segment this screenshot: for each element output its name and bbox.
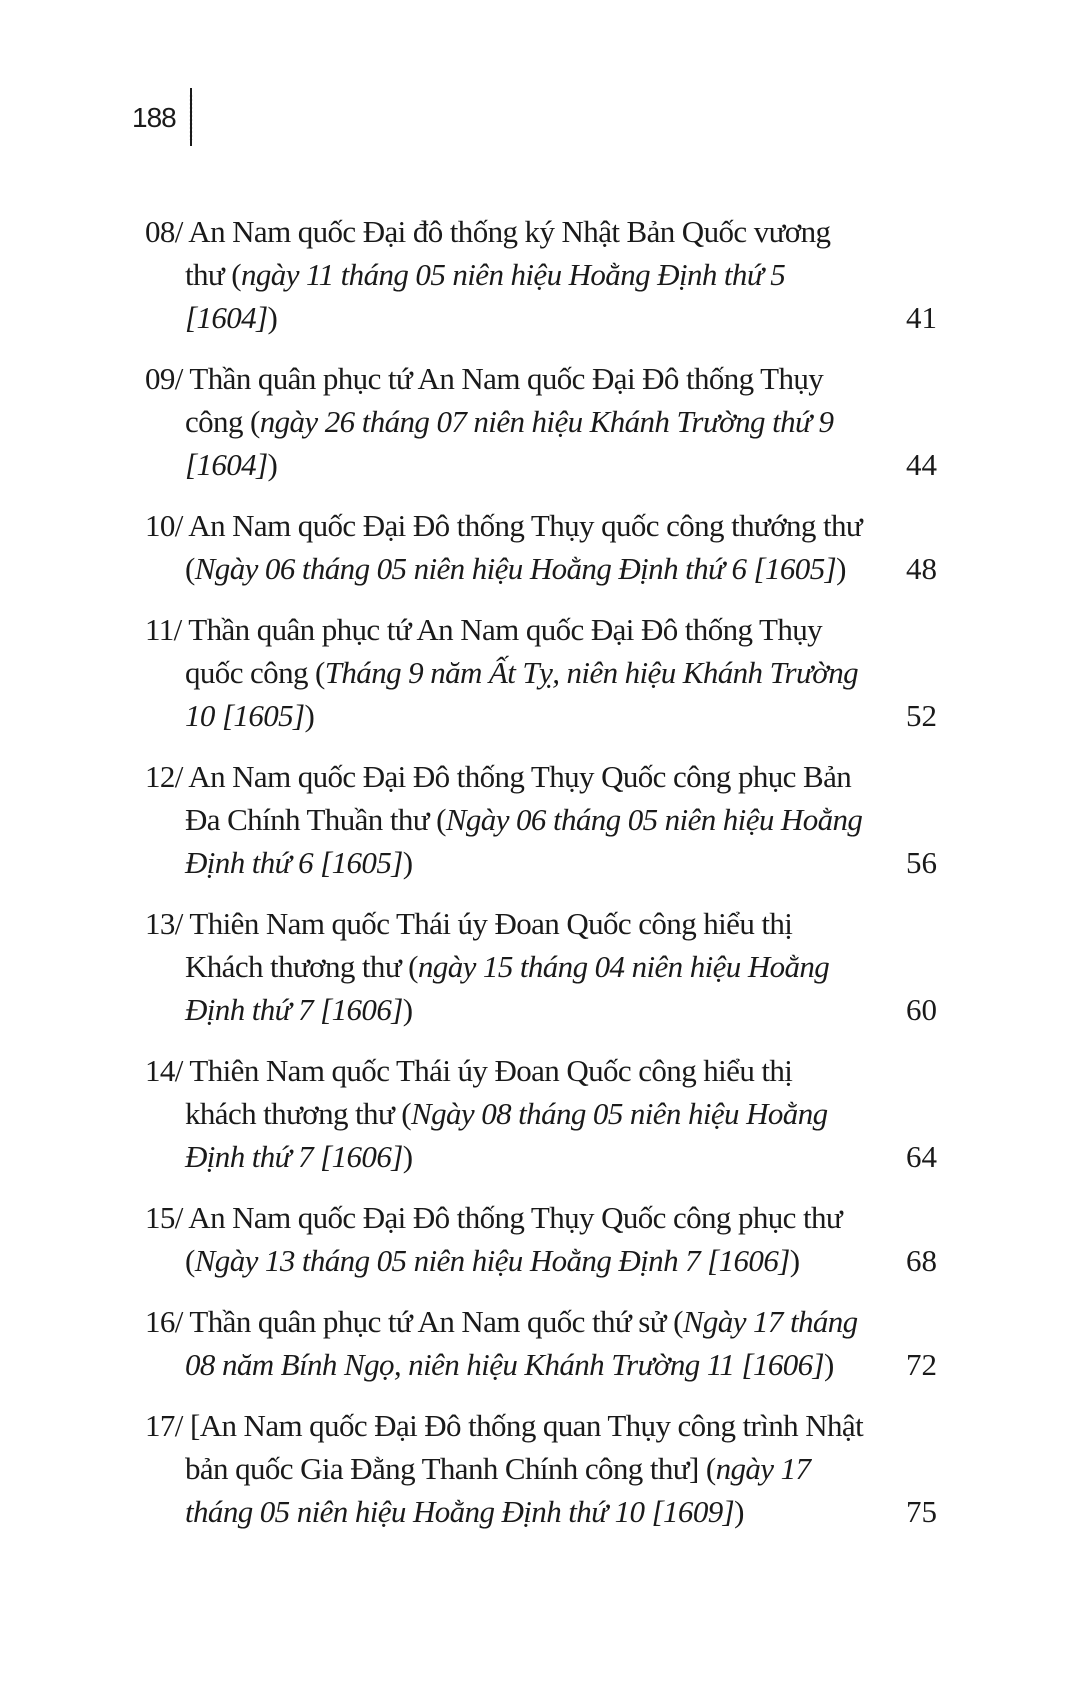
- toc-entry-close: ): [267, 300, 278, 335]
- toc-entry-text: [145, 1049, 865, 1178]
- toc-entry-number: 17/: [145, 1408, 183, 1443]
- toc-entry-page: 68: [906, 1243, 937, 1278]
- toc-entry-date: Tháng 9 năm Ất Tỵ, niên hiệu Khánh Trường 10 [1605]: [185, 655, 859, 733]
- toc-entry-date: Ngày 06 tháng 05 niên hiệu Hoằng Định thứ 6 [1605]: [185, 802, 863, 880]
- toc-entry-title: Thần quân phục tứ An Nam quốc Đại Đô thống Thụy công (: [185, 361, 824, 439]
- toc-entry-close: ): [267, 447, 278, 482]
- toc-entry-page: 72: [906, 1347, 937, 1382]
- toc-entry: [145, 357, 945, 486]
- toc-entry-text: [145, 1196, 865, 1282]
- toc-entry-page: 75: [906, 1494, 937, 1529]
- toc-entry-title: [An Nam quốc Đại Đô thống quan Thụy công trình Nhật bản quốc Gia Đằng Thanh Chính công thư] (: [185, 1408, 864, 1486]
- toc-entry-date: Ngày 13 tháng 05 niên hiệu Hoằng Định 7 [1606]: [194, 1243, 790, 1278]
- toc-entry-date: Ngày 17 tháng 08 năm Bính Ngọ, niên hiệu Khánh Trường 11 [1606]: [185, 1304, 858, 1382]
- toc-entry-date: ngày 17 tháng 05 niên hiệu Hoằng Định thứ 10 [1609]: [185, 1451, 811, 1529]
- toc-entry: [145, 1049, 945, 1178]
- toc-entry-page: 44: [906, 447, 937, 482]
- toc-entry-close: ): [789, 1243, 800, 1278]
- toc-entry-number: 12/: [145, 759, 183, 794]
- toc-entry-date: ngày 15 tháng 04 niên hiệu Hoằng Định thứ 7 [1606]: [185, 949, 830, 1027]
- toc-entry-date: ngày 11 tháng 05 niên hiệu Hoằng Định thứ 5 [1604]: [185, 257, 786, 335]
- toc-entry-title: An Nam quốc Đại Đô thống Thụy quốc công thướng thư (: [185, 508, 863, 586]
- toc-entry-number: 16/: [145, 1304, 183, 1339]
- toc-entry-title: An Nam quốc Đại Đô thống Thụy Quốc công phục thư (: [185, 1200, 843, 1278]
- toc-entry-text: [145, 357, 865, 486]
- toc-entry-page: 48: [906, 551, 937, 586]
- toc-entry-close: ): [836, 551, 846, 586]
- toc-entry-page: 60: [906, 992, 937, 1027]
- toc-entry: [145, 1196, 945, 1282]
- toc-entry-text: [145, 504, 865, 590]
- toc-entry-close: ): [402, 992, 413, 1027]
- toc-entry-close: ): [402, 845, 413, 880]
- header-rule: [190, 88, 192, 146]
- toc-entry-number: 11/: [145, 612, 182, 647]
- toc-entry: [145, 1300, 945, 1386]
- table-of-contents: [145, 210, 945, 1551]
- toc-entry-page: 41: [906, 300, 937, 335]
- toc-entry-title: An Nam quốc Đại đô thống ký Nhật Bản Quốc vương thư (: [185, 214, 831, 292]
- toc-entry-page: 56: [906, 845, 937, 880]
- toc-entry-date: Ngày 08 tháng 05 niên hiệu Hoằng Định thứ 7 [1606]: [185, 1096, 828, 1174]
- toc-entry-title: Thần quân phục tứ An Nam quốc thứ sử (: [189, 1304, 683, 1339]
- toc-entry-text: [145, 1300, 865, 1386]
- toc-entry-title: Thiên Nam quốc Thái úy Đoan Quốc công hiểu thị Khách thương thư (: [185, 906, 793, 984]
- toc-entry-page: 52: [906, 698, 937, 733]
- toc-entry-page: 64: [906, 1139, 937, 1174]
- toc-entry-text: [145, 210, 865, 339]
- toc-entry-number: 14/: [145, 1053, 183, 1088]
- toc-entry: [145, 504, 945, 590]
- toc-entry-date: ngày 26 tháng 07 niên hiệu Khánh Trường thứ 9 [1604]: [185, 404, 834, 482]
- toc-entry-date: Ngày 06 tháng 05 niên hiệu Hoằng Định thứ 6 [1605]: [194, 551, 837, 586]
- toc-entry-title: An Nam quốc Đại Đô thống Thụy Quốc công phục Bản Đa Chính Thuần thư (: [185, 759, 852, 837]
- toc-entry-close: ): [824, 1347, 834, 1382]
- toc-entry: [145, 608, 945, 737]
- toc-entry: [145, 902, 945, 1031]
- toc-entry-number: 09/: [145, 361, 183, 396]
- toc-entry-number: 10/: [145, 508, 183, 543]
- toc-entry-number: 13/: [145, 906, 183, 941]
- toc-entry: [145, 1404, 945, 1533]
- toc-entry-number: 08/: [145, 214, 183, 249]
- toc-entry-close: ): [304, 698, 315, 733]
- toc-entry-title: Thiên Nam quốc Thái úy Đoan Quốc công hiểu thị khách thương thư (: [185, 1053, 793, 1131]
- page-number: 188: [132, 102, 176, 133]
- toc-entry: [145, 210, 945, 339]
- toc-entry-text: [145, 608, 865, 737]
- toc-entry-text: [145, 755, 865, 884]
- toc-entry: [145, 755, 945, 884]
- toc-entry-text: [145, 902, 865, 1031]
- toc-entry-title: Thần quân phục tứ An Nam quốc Đại Đô thống Thụy quốc công (: [185, 612, 823, 690]
- toc-entry-number: 15/: [145, 1200, 183, 1235]
- toc-entry-close: ): [734, 1494, 744, 1529]
- toc-entry-close: ): [402, 1139, 413, 1174]
- toc-entry-text: [145, 1404, 865, 1533]
